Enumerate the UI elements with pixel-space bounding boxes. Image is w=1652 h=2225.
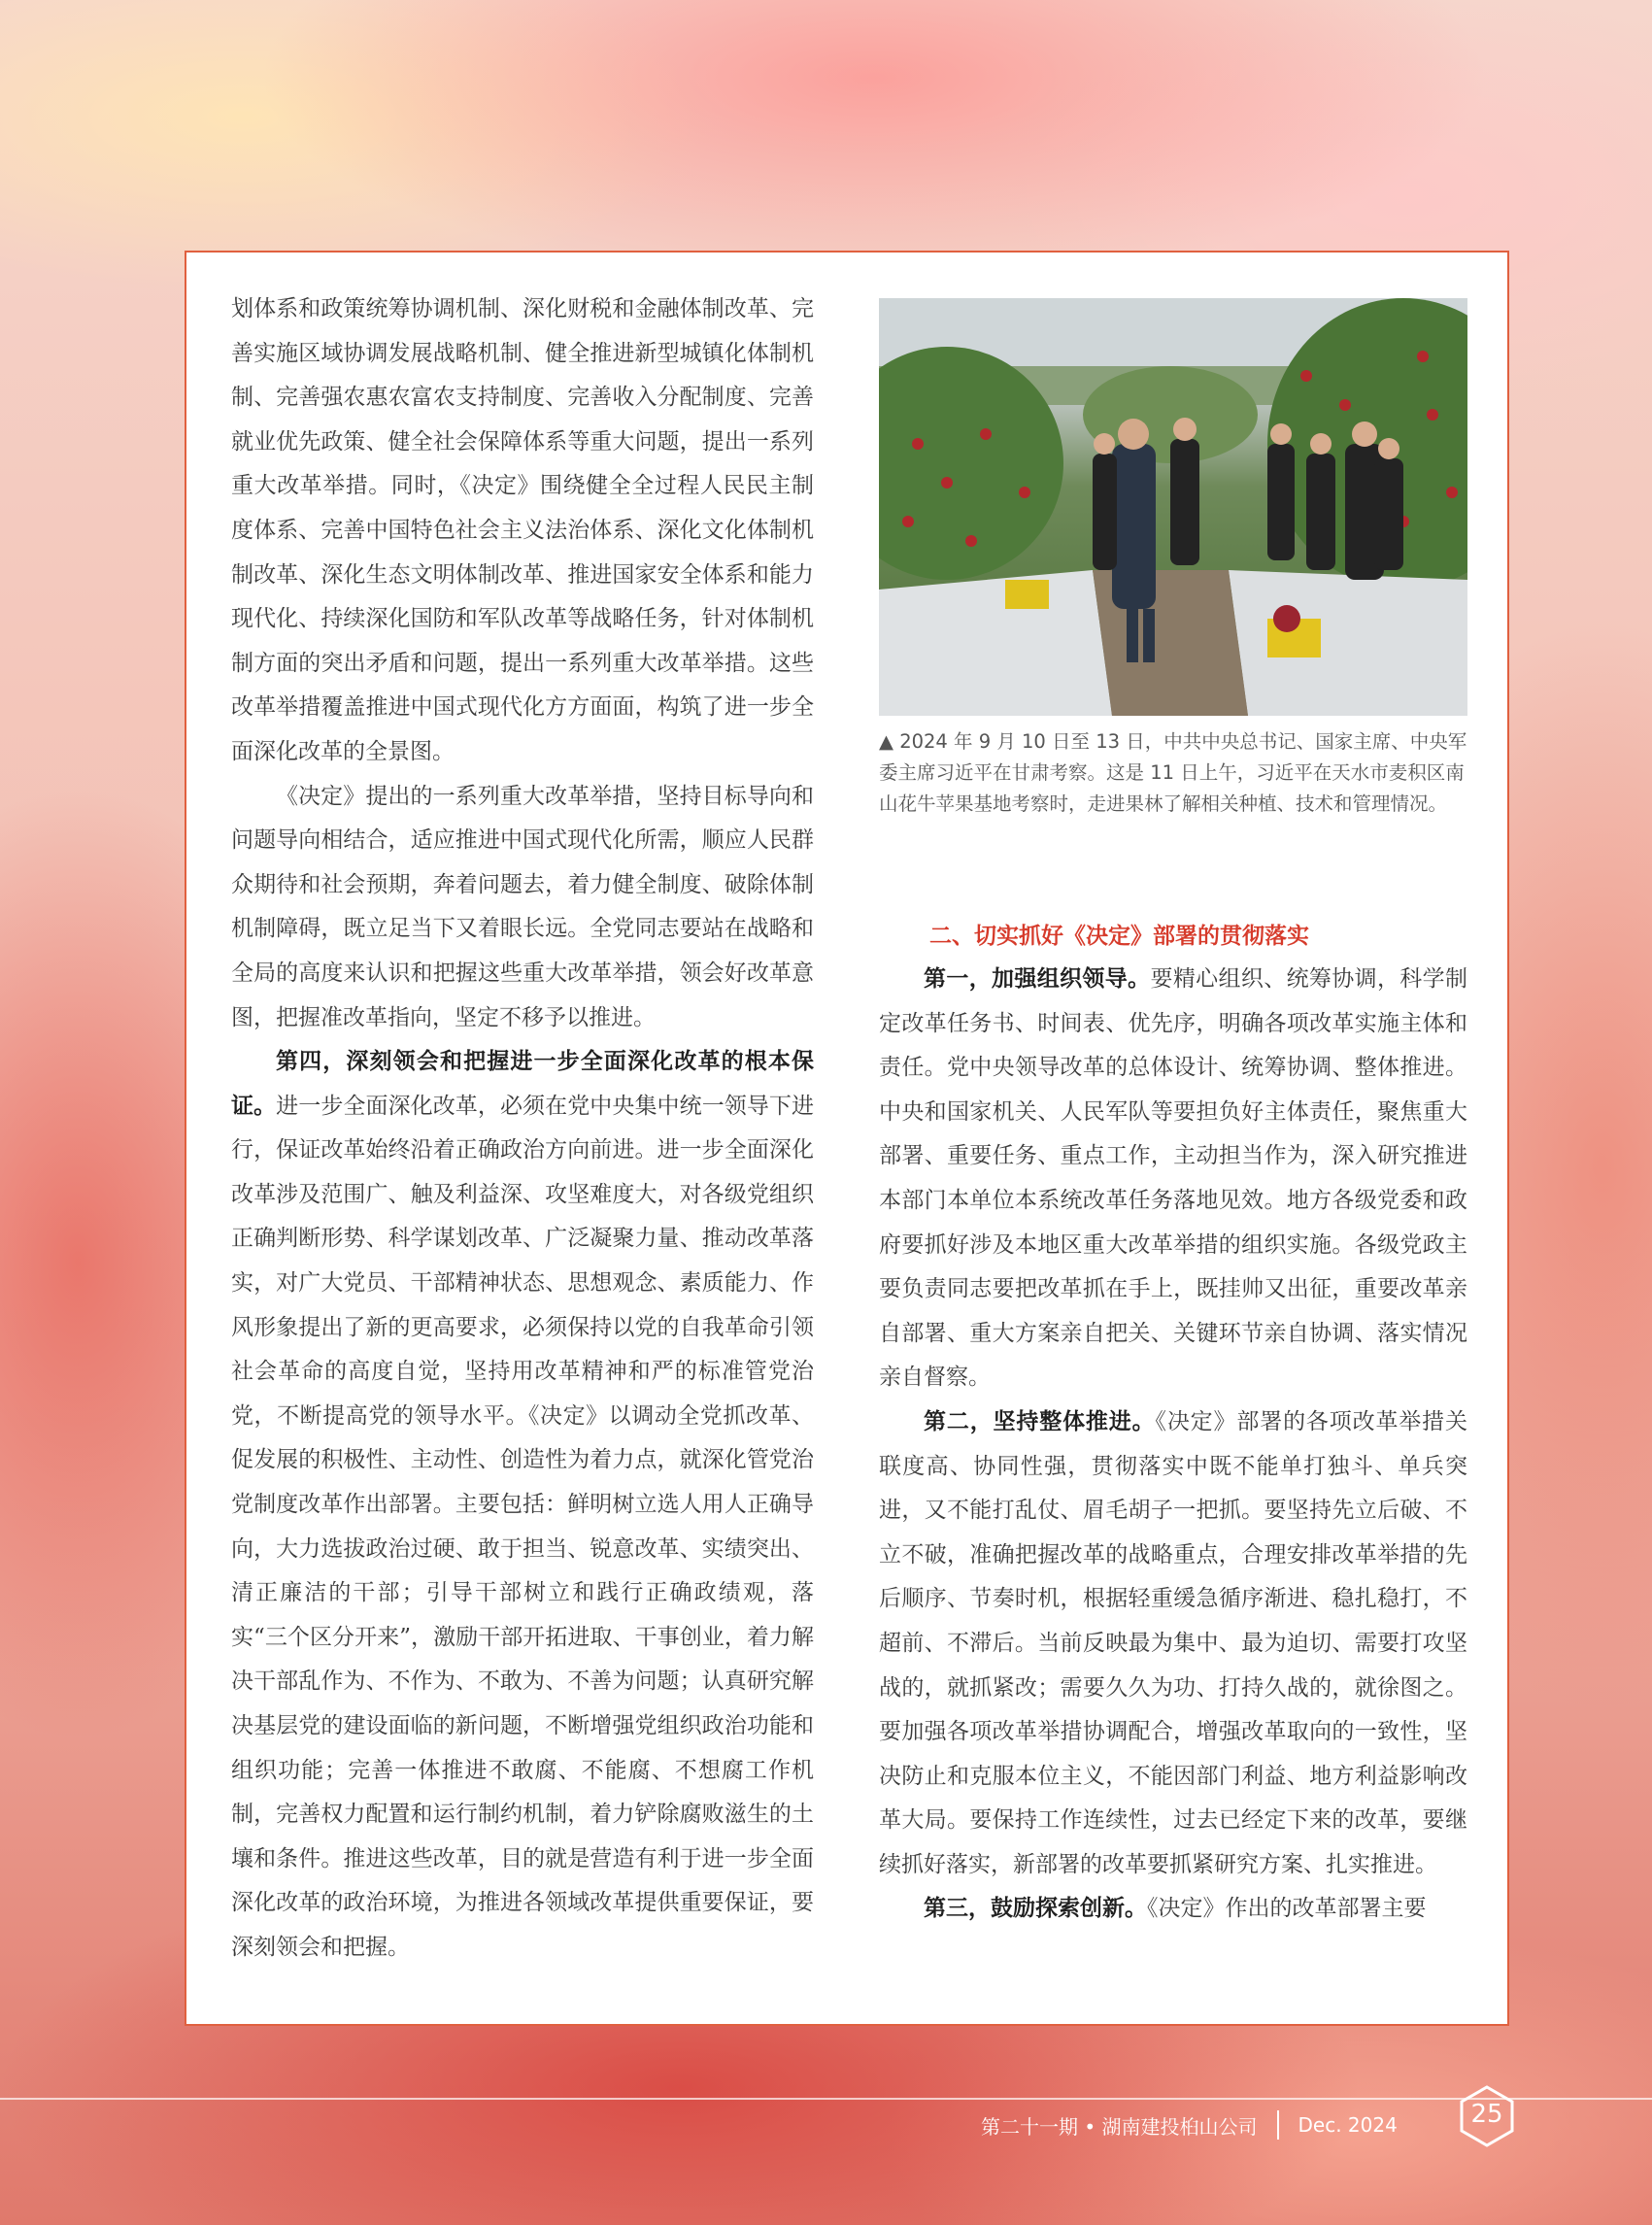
right-paragraph-3-lead: 第三，鼓励探索创新。 [924, 1896, 1147, 1922]
left-column [231, 287, 814, 1971]
right-paragraph-1-lead: 第一，加强组织领导。 [924, 966, 1151, 992]
section-title: 二、切实抓好《决定》部署的贯彻落实 [929, 924, 1309, 949]
photo-caption: ▲ 2024 年 9 月 10 日至 13 日，中共中央总书记、国家主席、中央军委主席习近平在甘肃考察。这是 11 日上午，习近平在天水市麦积区南山花牛苹果基地考察时，走进果林了解相关种植、技术和管理情况。 [879, 730, 1467, 815]
news-photo [879, 298, 1467, 716]
left-paragraph-3-body: 进一步全面深化改革，必须在党中央集中统一领导下进行，保证改革始终沿着正确政治方向前进。进一步全面深化改革涉及范围广、触及利益深、攻坚难度大，对各级党组织正确判断形势、科学谋划改革、广泛凝聚力量、推动改革落实，对广大党员、干部精神状态、思想观念、素质能力、作风形象提出了新的更高要求，必须保持以党的自我革命引领社会革命的高度自觉，坚持用改革精神和严的标准管党治党，不断提高党的领导水平。《决定》以调动全党抓改革、促发展的积极性、主动性、创造性为着力点，就深化管党治党制度改革作出部署。主要包括：鲜明树立选人用人正确导向，大力选拔政治过硬、敢于担当、锐意改革、实绩突出、清正廉洁的干部；引导干部树立和践行正确政绩观，落实“三个区分开来”，激励干部开拓进取、干事创业，着力解决干部乱作为、不作为、不敢为、不善为问题；认真研究解决基层党的建设面临的新问题，不断增强党组织政治功能和组织功能；完善一体推进不敢腐、不能腐、不想腐工作机制，完善权力配置和运行制约机制，着力铲除腐败滋生的土壤和条件。推进这些改革，目的就是营造有利于进一步全面深化改革的政治环境，为推进各领域改革提供重要保证，要深刻领会和把握。 [231, 1093, 815, 1960]
right-paragraph-2-body: 《决定》部署的各项改革举措关联度高、协同性强，贯彻落实中既不能单打独斗、单兵突进，又不能打乱仗、眉毛胡子一把抓。要坚持先立后破、不立不破，准确把握改革的战略重点，合理安排改革举措的先后顺序、节奏时机，根据轻重缓急循序渐进、稳扎稳打，不超前、不滞后。当前反映最为集中、最为迫切、需要打攻坚战的，就抓紧改；需要久久为功、打持久战的，就徐图之。要加强各项改革举措协调配合，增强改革取向的一致性，坚决防止和克服本位主义，不能因部门利益、地方利益影响改革大局。要保持工作连续性，过去已经定下来的改革，要继续抓好落实，新部署的改革要抓紧研究方案、扎实推进。 [879, 1408, 1468, 1877]
footer-issue: 第二十一期 • 湖南建投桕山公司 [981, 2114, 1258, 2139]
page-footer [981, 2106, 1398, 2144]
right-paragraph-3-body: 《决定》作出的改革部署主要 [1147, 1896, 1427, 1922]
footer-separator [1277, 2110, 1279, 2140]
left-paragraph-2: 《决定》提出的一系列重大改革举措，坚持目标导向和问题导向相结合，适应推进中国式现代化所需，顺应人民群众期待和社会预期，奔着问题去，着力健全制度、破除体制机制障碍，既立足当下又着眼长远。全党同志要站在战略和全局的高度来认识和把握这些重大改革举措，领会好改革意图，把握准改革指向，坚定不移予以推进。 [231, 783, 814, 1030]
right-paragraph-1-body: 要精心组织、统筹协调，科学制定改革任务书、时间表、优先序，明确各项改革实施主体和责任。党中央领导改革的总体设计、统筹协调、整体推进。中央和国家机关、人民军队等要担负好主体责任，聚焦重大部署、重要任务、重点工作，主动担当作为，深入研究推进本部门本单位本系统改革任务落地见效。地方各级党委和政府要抓好涉及本地区重大改革举措的组织实施。各级党政主要负责同志要把改革抓在手上，既挂帅又出征，重要改革亲自部署、重大方案亲自把关、关键环节亲自协调、落实情况亲自督察。 [879, 966, 1468, 1391]
right-paragraph-3 [879, 1887, 1467, 1932]
left-paragraph-1: 划体系和政策统筹协调机制、深化财税和金融体制改革、完善实施区域协调发展战略机制、健全推进新型城镇化体制机制、完善强农惠农富农支持制度、完善收入分配制度、完善就业优先政策、健全社会保障体系等重大问题，提出一系列重大改革举措。同时，《决定》围绕健全全过程人民民主制度体系、完善中国特色社会主义法治体系、深化文化体制机制改革、深化生态文明体制改革、推进国家安全体系和能力现代化、持续深化国防和军队改革等战略任务，针对体制机制方面的突出矛盾和问题，提出一系列重大改革举措。这些改革举措覆盖推进中国式现代化方方面面，构筑了进一步全面深化改革的全景图。 [231, 296, 814, 764]
footer-date: Dec. 2024 [1298, 2113, 1398, 2137]
orchard-photo-illustration [879, 298, 1467, 716]
right-column [879, 958, 1467, 1932]
left-paragraph-3-lead: 第四，深刻领会和把握进一步全面深化改革的根本保证。 [231, 1049, 814, 1119]
right-paragraph-2-lead: 第二，坚持整体推进。 [924, 1408, 1156, 1434]
right-paragraph-2 [879, 1400, 1467, 1888]
left-paragraph-3 [231, 1040, 814, 1970]
right-paragraph-1 [879, 958, 1467, 1400]
page-number: 25 [1470, 2100, 1503, 2129]
article-panel [185, 251, 1509, 2026]
footer-divider [0, 2098, 1652, 2100]
